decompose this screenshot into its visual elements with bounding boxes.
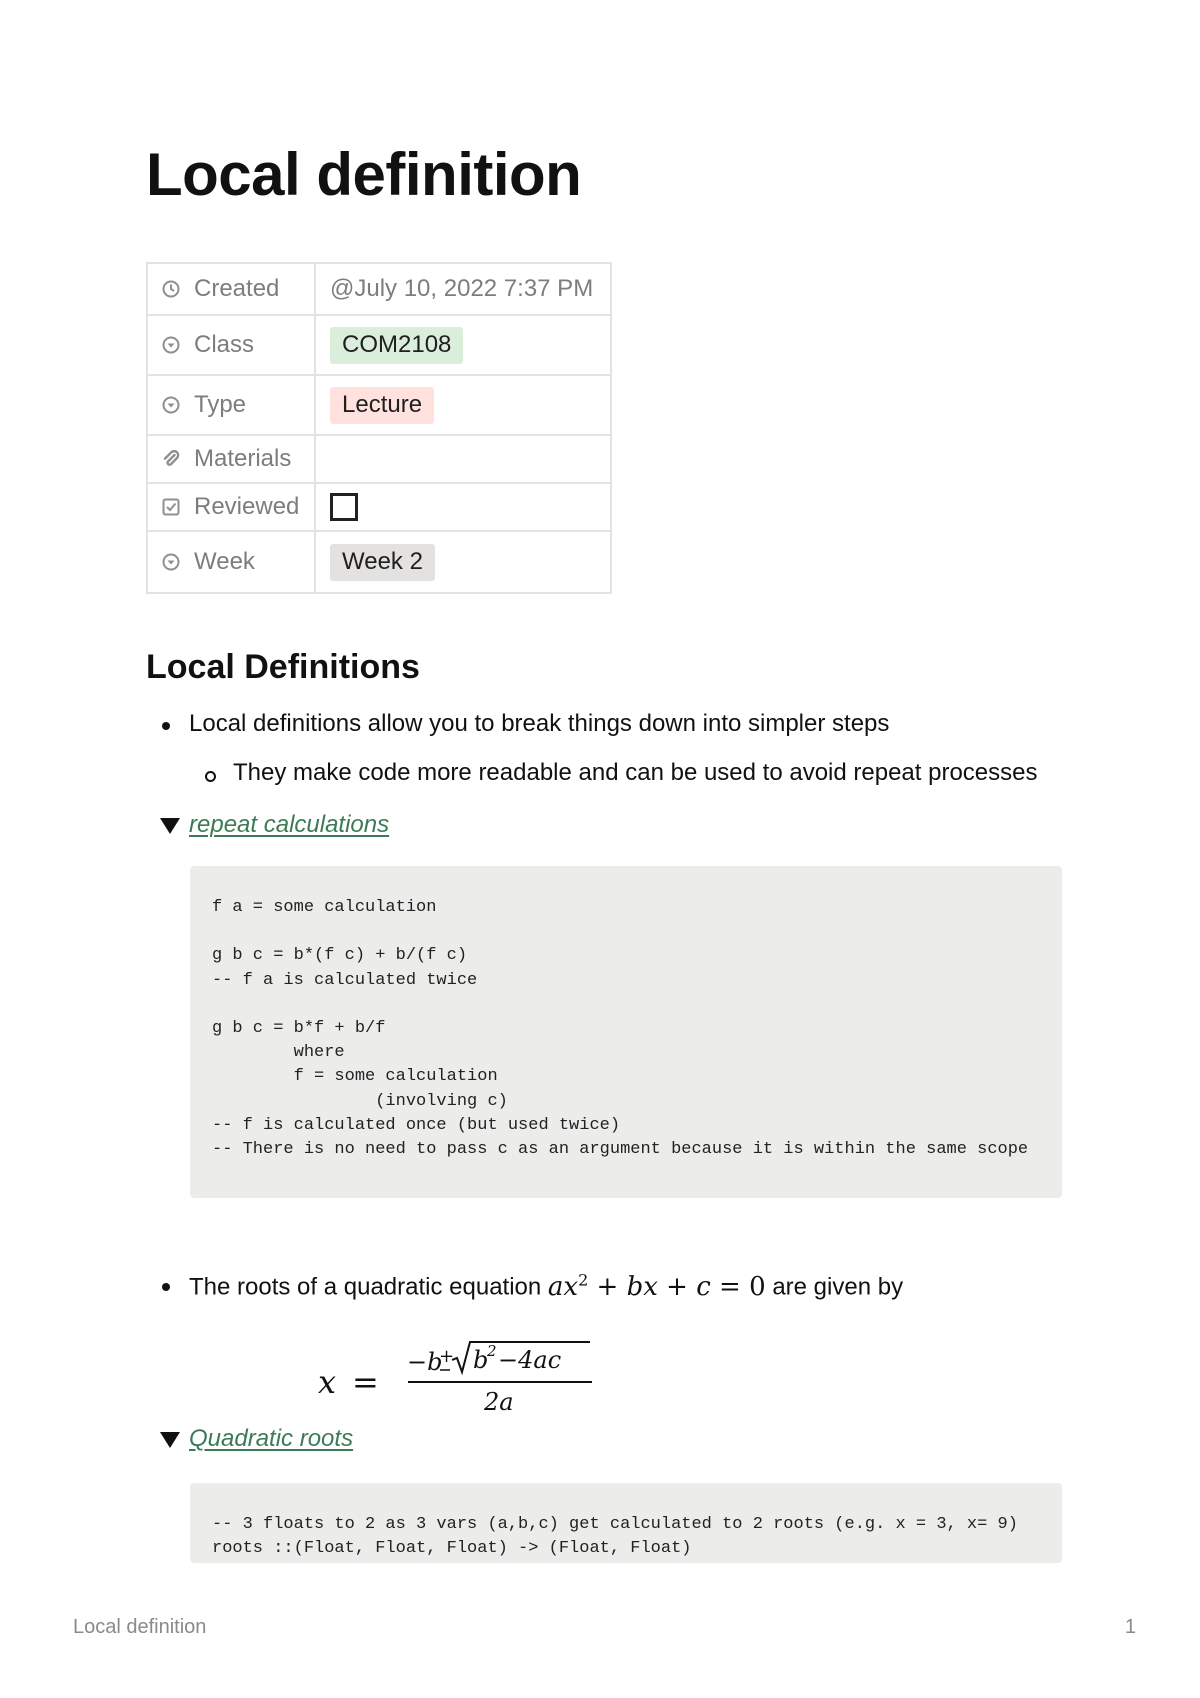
section-heading: Local Definitions bbox=[146, 648, 420, 686]
toggle-triangle-icon[interactable] bbox=[160, 818, 180, 834]
week-value[interactable] bbox=[315, 531, 611, 593]
quadratic-formula-svg bbox=[318, 1338, 598, 1420]
property-key bbox=[147, 315, 315, 375]
svg-text:−b: −b bbox=[407, 1348, 443, 1376]
quadratic-formula bbox=[318, 1338, 598, 1424]
toggle-link[interactable]: repeat calculations bbox=[189, 811, 390, 838]
toggle-repeat-calculations[interactable] bbox=[189, 811, 389, 839]
select-icon bbox=[162, 396, 180, 414]
toggle-triangle-icon[interactable] bbox=[160, 1432, 180, 1448]
footer-title: Local definition bbox=[73, 1616, 207, 1638]
code-text: f a = some calculation g b c = b*(f c) + b/(f c) -- f a is calculated twice g b c = b*f + b/f where f = some calculation (involving c) -- f is calculated once (but used twice) -- There is no need to pass c as an argument because it is within the same scope bbox=[212, 898, 1029, 1160]
toggle-link[interactable]: Quadratic roots bbox=[189, 1425, 354, 1452]
code-block-quadratic-roots bbox=[190, 1483, 1062, 1563]
property-key-label: Created bbox=[194, 275, 280, 302]
bullet-local-definitions: Local definitions allow you to break things down into simpler steps bbox=[189, 710, 890, 737]
paperclip-icon bbox=[162, 450, 180, 468]
property-row-materials bbox=[147, 435, 611, 483]
property-key bbox=[147, 375, 315, 435]
clock-icon bbox=[162, 280, 180, 298]
property-key-label: Class bbox=[194, 331, 255, 358]
class-value[interactable] bbox=[315, 315, 611, 375]
type-tag[interactable]: Lecture bbox=[330, 387, 434, 424]
property-key-label: Materials bbox=[194, 445, 292, 472]
property-key bbox=[147, 435, 315, 483]
materials-value[interactable] bbox=[315, 435, 611, 483]
reviewed-checkbox[interactable] bbox=[330, 493, 358, 521]
property-key bbox=[147, 263, 315, 315]
svg-text:b: b bbox=[473, 1346, 489, 1374]
week-tag[interactable]: Week 2 bbox=[330, 544, 435, 581]
reviewed-value bbox=[315, 483, 611, 531]
properties-table bbox=[146, 262, 612, 594]
property-row-class bbox=[147, 315, 611, 375]
code-block-repeat-calculations bbox=[190, 866, 1062, 1198]
property-row-reviewed bbox=[147, 483, 611, 531]
code-text: -- 3 floats to 2 as 3 vars (a,b,c) get calculated to 2 roots (e.g. x = 3, x= 9) roots ::(Float, Float, Float) -> (Float, Float) bbox=[212, 1515, 1018, 1559]
property-key bbox=[147, 483, 315, 531]
type-value[interactable] bbox=[315, 375, 611, 435]
property-key bbox=[147, 531, 315, 593]
property-row-type bbox=[147, 375, 611, 435]
select-icon bbox=[162, 336, 180, 354]
class-tag[interactable]: COM2108 bbox=[330, 327, 463, 364]
bullet-dot bbox=[162, 722, 170, 730]
bullet-text-prefix: The roots of a quadratic equation bbox=[189, 1273, 542, 1301]
bullet-dot bbox=[162, 1283, 170, 1291]
property-key-label: Week bbox=[194, 548, 255, 575]
svg-text:=: = bbox=[352, 1363, 379, 1401]
svg-text:+: + bbox=[439, 1346, 455, 1367]
footer-page-number: 1 bbox=[1124, 1616, 1136, 1638]
bullet-quadratic-roots bbox=[189, 1270, 903, 1302]
select-icon bbox=[162, 553, 180, 571]
bullet-circle bbox=[205, 771, 216, 782]
svg-text:−4ac: −4ac bbox=[498, 1346, 562, 1374]
property-row-week bbox=[147, 531, 611, 593]
created-date-value[interactable]: @July 10, 2022 7:37 PM bbox=[315, 263, 611, 315]
property-row-created bbox=[147, 263, 611, 315]
page-title: Local definition bbox=[146, 141, 582, 208]
sub-bullet-readable: They make code more readable and can be used to avoid repeat processes bbox=[233, 759, 1038, 786]
svg-text:x: x bbox=[318, 1363, 337, 1401]
property-key-label: Reviewed bbox=[194, 493, 300, 520]
checkbox-icon bbox=[162, 498, 180, 516]
toggle-quadratic-roots[interactable] bbox=[189, 1425, 353, 1453]
property-key-label: Type bbox=[194, 391, 247, 418]
svg-text:2: 2 bbox=[487, 1342, 497, 1360]
quadratic-equation-math: $ax^2$ + bx + c = 0 bbox=[547, 1270, 766, 1302]
bullet-text-suffix: are given by bbox=[772, 1273, 904, 1301]
svg-text:2a: 2a bbox=[484, 1388, 514, 1416]
